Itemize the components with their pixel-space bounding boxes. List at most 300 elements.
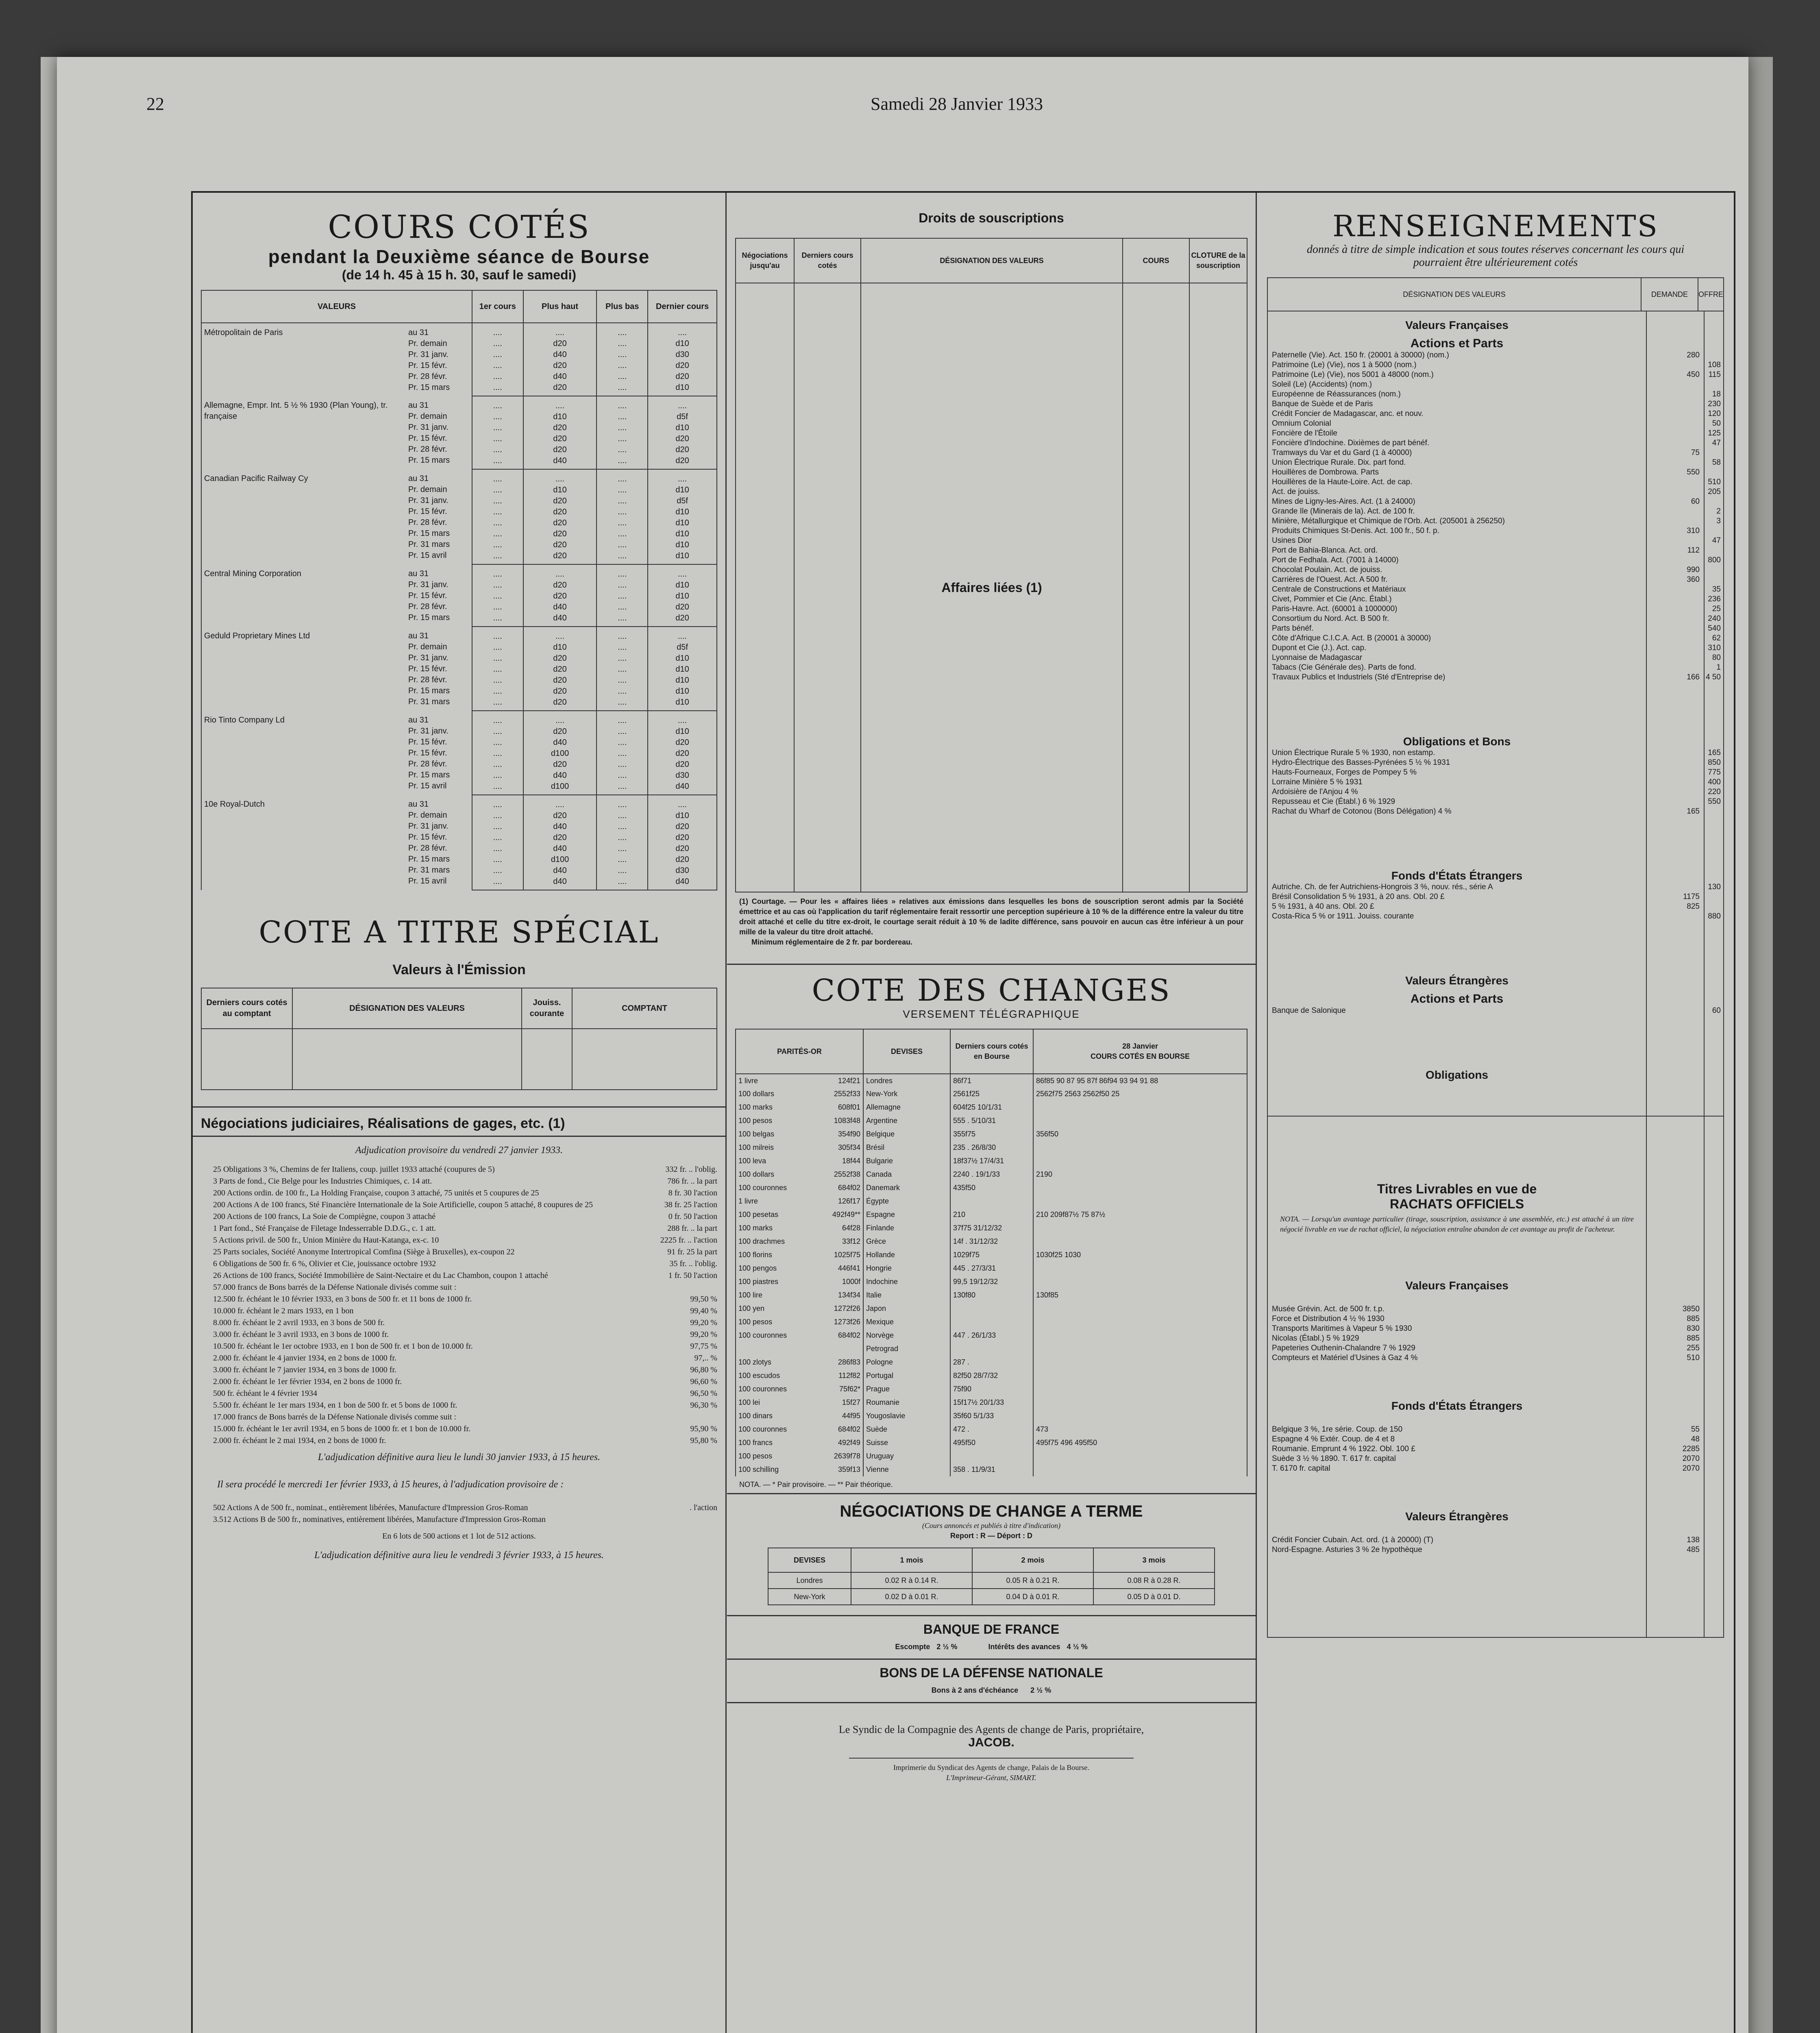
renseignements-subtitle: donnés à titre de simple indication et sous toutes réserves concernant les cours qui pourraient être ultérieurement cotés (1306, 243, 1685, 269)
cell-empty: .... (618, 570, 627, 579)
cell-empty: .... (618, 372, 627, 381)
rachat-designation: Transports Maritimes à Vapeur 5 % 1930 (1272, 1324, 1412, 1333)
rens-designation: Costa-Rica 5 % or 1911. Jouiss. courante (1272, 912, 1414, 921)
negociation-line (201, 1400, 717, 1411)
rens-designation: Tramways du Var et du Gard (1 à 40000) (1272, 448, 1412, 457)
cell-empty: .... (493, 866, 502, 875)
rens-row (1268, 565, 1723, 575)
rens-offre: 115 (1708, 370, 1721, 379)
changes-note: NOTA. — * Pair provisoire. — ** Pair théorique. (739, 1480, 893, 1489)
dernier-cell: d20 (675, 738, 689, 747)
negociation-price: 0 fr. 50 l'action (668, 1212, 717, 1221)
negociation-line (201, 1353, 717, 1364)
rens-offre: 540 (1708, 624, 1721, 633)
cell-empty: .... (493, 716, 502, 725)
plus-haut-cell: d40 (553, 844, 567, 853)
negociation-line (201, 1176, 717, 1187)
plus-haut-cell: .... (555, 328, 565, 337)
negociation-line (201, 1365, 717, 1376)
plus-haut-cell: d20 (553, 496, 567, 505)
plus-haut-cell: d20 (553, 445, 567, 454)
rens-demande (1642, 360, 1702, 370)
rens-demande: 165 (1687, 807, 1700, 816)
valeur-name: Geduld Proprietary Mines Ltd (204, 631, 310, 640)
negociation-text: 2.000 fr. échéant le 4 janvier 1934, en 2 bons de 1000 fr. (213, 1354, 396, 1363)
dernier-cell: d10 (675, 727, 689, 736)
plus-haut-cell: d20 (553, 727, 567, 736)
dernier-cours: 447 . 26/1/33 (950, 1329, 1033, 1342)
rachat-section-title: Valeurs Étrangères (1405, 1510, 1509, 1523)
rens-header-demande: DEMANDE (1641, 278, 1698, 311)
devise-name: Suisse (863, 1436, 950, 1450)
changes-row (736, 1423, 1247, 1436)
rens-demande (1642, 912, 1702, 921)
escompte-label: Escompte (895, 1643, 930, 1651)
term-label: Pr. 28 févr. (408, 760, 447, 768)
cell-empty: .... (493, 811, 502, 820)
rens-offre: 62 (1712, 634, 1721, 642)
cours-cotes: 2562f75 2563 2562f50 25 (1033, 1087, 1247, 1101)
rens-designation: Hydro-Électrique des Basses-Pyrénées 5 ½ % 1931 (1272, 758, 1450, 767)
rens-demande (1642, 748, 1702, 758)
terme-cell: 0.08 R à 0.28 R. (1093, 1572, 1215, 1589)
rens-offre: 130 (1708, 883, 1721, 891)
cell-empty: .... (493, 496, 502, 505)
dernier-cell: d5f (677, 496, 688, 505)
rens-offre: 236 (1708, 595, 1721, 603)
plus-haut-cell: d10 (553, 643, 567, 652)
changes-row (736, 1356, 1247, 1369)
cell-empty: .... (493, 529, 502, 538)
changes-row (736, 1208, 1247, 1221)
changes-row (736, 1436, 1247, 1450)
plus-haut-cell: d40 (553, 771, 567, 780)
plus-haut-cell: d20 (553, 581, 567, 590)
term-label: Pr. 28 févr. (408, 675, 447, 684)
terme-subtitle: (Cours annoncés et publiés à titre d'indication) (922, 1521, 1061, 1530)
rens-row (1268, 360, 1723, 370)
adjudication-provisoire-2: Il sera procédé le mercredi 1er février 1933, à 15 heures, à l'adjudication provisoire de : (217, 1479, 564, 1490)
rachat-designation: Nicolas (Établ.) 5 % 1929 (1272, 1334, 1359, 1343)
negociations-title: Négociations judiciaires, Réalisations de gages, etc. (1) (201, 1116, 565, 1131)
cours-cotes-subtitle: pendant la Deuxième séance de Bourse (268, 246, 650, 267)
devise-name: Danemark (863, 1181, 950, 1195)
rens-row (1268, 380, 1723, 390)
terme-header-3mois: 3 mois (1093, 1548, 1215, 1572)
parite-unit: 100 milreis (738, 1143, 774, 1151)
lots-line: En 6 lots de 500 actions et 1 lot de 512 actions. (382, 1532, 536, 1541)
bons-defense-row (727, 1685, 1256, 1696)
rens-demande: 1175 (1683, 892, 1700, 901)
cours-cotes-subtitle2: (de 14 h. 45 à 15 h. 30, sauf le samedi) (342, 268, 577, 282)
term-label: au 31 (408, 569, 429, 578)
cell-empty: .... (618, 551, 627, 560)
parite-value: 1000f (842, 1278, 860, 1286)
cell-empty: .... (618, 507, 627, 516)
negociation-price: 97,75 % (690, 1342, 717, 1351)
parite-value: 684f02 (838, 1184, 860, 1192)
interets-value: 4 ½ % (1067, 1643, 1088, 1651)
rens-designation: Brésil Consolidation 5 % 1931, à 20 ans. Obl. 20 £ (1272, 892, 1445, 901)
cell-empty: .... (493, 676, 502, 685)
droits-header-designation: DÉSIGNATION DES VALEURS (861, 238, 1123, 283)
terme-cell: 0.04 D à 0.01 R. (972, 1589, 1093, 1605)
terme-cell: Londres (768, 1572, 851, 1589)
dernier-cours: 37f75 31/12/32 (950, 1221, 1033, 1235)
cours-group-row (201, 469, 717, 564)
changes-row (736, 1101, 1247, 1114)
rachat-designation: Espagne 4 % Extér. Coup. de 4 et 8 (1272, 1435, 1395, 1443)
negociation-line (201, 1424, 717, 1434)
term-label: au 31 (408, 474, 429, 483)
dernier-cell: d30 (675, 350, 689, 359)
dernier-cell: d10 (675, 518, 689, 527)
rachat-row (1268, 1464, 1723, 1474)
cours-cotes: 495f75 496 495f50 (1033, 1436, 1247, 1450)
plus-haut-cell: d40 (553, 866, 567, 875)
bons-defense-label: Bons à 2 ans d'échéance (931, 1686, 1019, 1694)
negociation-text: 5.500 fr. échéant le 1er mars 1934, en 1 bon de 500 fr. et 5 bons de 1000 fr. (213, 1401, 457, 1410)
cours-cotes: 2190 (1033, 1168, 1247, 1181)
dernier-cell: .... (677, 328, 687, 337)
parite-value: 18f44 (842, 1157, 860, 1165)
negociation-text: 57.000 francs de Bons barrés de la Défense Nationale divisés comme suit : (213, 1283, 457, 1292)
negociation-text: 3.512 Actions B de 500 fr., nominatives, entièrement libérées, Manufacture d'Impression Gros-Roman (213, 1515, 546, 1524)
rens-designation: Port de Fedhala. Act. (7001 à 14000) (1272, 556, 1399, 564)
plus-haut-cell: d40 (553, 456, 567, 465)
rachat-value: 48 (1691, 1435, 1700, 1443)
cell-empty: .... (493, 738, 502, 747)
negociations-lines (201, 1164, 717, 1446)
plus-haut-cell: d20 (553, 540, 567, 549)
rens-offre: 50 (1712, 419, 1721, 428)
cell-empty: .... (493, 614, 502, 623)
rens-offre (1702, 565, 1723, 575)
rens-designation: Foncière de l'Étoile (1272, 429, 1337, 438)
cell-empty: .... (493, 592, 502, 601)
rens-section-title: Obligations (1426, 1069, 1488, 1081)
term-label: Pr. 31 janv. (408, 653, 448, 662)
rens-designation: Consortium du Nord. Act. B 500 fr. (1272, 614, 1389, 623)
parite-value: 492f49 (838, 1439, 860, 1447)
rens-row (1268, 370, 1723, 380)
dernier-cell: d10 (675, 529, 689, 538)
rens-offre: 80 (1712, 653, 1721, 662)
rachat-value: 138 (1687, 1536, 1700, 1544)
col-header-dernier: Dernier cours (648, 290, 717, 323)
rens-designation: Usines Dior (1272, 536, 1312, 545)
rachat-designation: Crédit Foncier Cubain. Act. ord. (1 à 20000) (T) (1272, 1536, 1434, 1544)
rens-demande (1642, 643, 1702, 653)
rens-row (1268, 390, 1723, 399)
dernier-cours: 130f80 (950, 1289, 1033, 1302)
negociation-line (201, 1258, 717, 1269)
devise-name: Brésil (863, 1141, 950, 1154)
terme-header-2mois: 2 mois (972, 1548, 1093, 1572)
rens-row (1268, 912, 1723, 921)
parite-unit: 1 livre (738, 1197, 758, 1205)
column-middle (727, 193, 1257, 2033)
term-label: Pr. 15 mars (408, 383, 450, 392)
dernier-cell: d30 (675, 771, 689, 780)
rachats-title2: RACHATS OFFICIELS (1389, 1197, 1524, 1211)
rens-designation: Act. de jouiss. (1272, 488, 1320, 496)
rens-row (1268, 594, 1723, 604)
term-label: Pr. 15 mars (408, 456, 450, 465)
rens-row (1268, 604, 1723, 614)
parite-value: 2552f33 (834, 1090, 860, 1098)
negociation-text: 200 Actions de 100 francs, La Soie de Compiègne, coupon 3 attaché (213, 1212, 436, 1221)
rens-designation: Rachat du Wharf de Cotonou (Bons Délégation) 4 % (1272, 807, 1452, 816)
parite-value: 608f01 (838, 1103, 860, 1111)
rens-offre: 880 (1708, 912, 1721, 921)
negociation-price (648, 1514, 717, 1525)
dernier-cours: 18f37½ 17/4/31 (950, 1154, 1033, 1168)
cell-empty: .... (493, 782, 502, 791)
rens-designation: Banque de Salonique (1272, 1006, 1346, 1015)
plus-haut-cell: d20 (553, 676, 567, 685)
changes-header-cours: COURS COTÉS EN BOURSE (1090, 1052, 1190, 1060)
rens-designation: Soleil (Le) (Accidents) (nom.) (1272, 380, 1372, 389)
cell-empty: .... (493, 518, 502, 527)
negociations-lines-2 (201, 1502, 717, 1525)
negociation-text: 3 Parts de fond., Cie Belge pour les Industries Chimiques, c. 14 att. (213, 1177, 432, 1186)
rens-demande (1642, 507, 1702, 516)
rens-offre: 4 50 (1706, 673, 1721, 681)
rens-designation: 5 % 1931, à 40 ans. Obl. 20 £ (1272, 902, 1374, 911)
cell-empty: .... (618, 698, 627, 707)
rens-designation: Foncière d'Indochine. Dixièmes de part bénéf. (1272, 439, 1430, 447)
terme-cell: 0.02 R à 0.14 R. (851, 1572, 972, 1589)
column-right (1257, 193, 1734, 2033)
rens-offre: 775 (1708, 768, 1721, 777)
dernier-cell: d10 (675, 383, 689, 392)
col-header-plus-bas: Plus bas (597, 290, 648, 323)
negociation-line (201, 1211, 717, 1222)
devise-name: Finlande (863, 1221, 950, 1235)
rachat-value: 255 (1687, 1344, 1700, 1352)
cours-cotes (1033, 1154, 1247, 1168)
parite-value: 134f34 (838, 1291, 860, 1299)
changes-row (736, 1289, 1247, 1302)
plus-haut-cell: d40 (553, 372, 567, 381)
cell-empty: .... (493, 698, 502, 707)
dernier-cours (950, 1302, 1033, 1315)
devise-name: Prague (863, 1382, 950, 1396)
parite-value: 305f34 (838, 1143, 860, 1151)
negociation-line (201, 1412, 717, 1423)
devise-name: New-York (863, 1087, 950, 1101)
rens-offre: 3 (1716, 517, 1721, 525)
parite-value: 2552f38 (834, 1170, 860, 1178)
cell-empty: .... (493, 401, 502, 410)
plus-haut-cell: d20 (553, 339, 567, 348)
rens-offre (1702, 546, 1723, 555)
cell-empty: .... (618, 811, 627, 820)
negociation-line (201, 1514, 717, 1525)
rens-row (1268, 409, 1723, 419)
rens-designation: Union Électrique Rurale. Dix. part fond. (1272, 458, 1406, 467)
term-label: au 31 (408, 800, 429, 809)
rens-row (1268, 758, 1723, 768)
rens-demande (1642, 594, 1702, 604)
changes-row (736, 1262, 1247, 1275)
cours-cotes (1033, 1302, 1247, 1315)
term-label: Pr. 28 févr. (408, 445, 447, 454)
term-label: Pr. 15 mars (408, 771, 450, 779)
negociation-price: 96,60 % (690, 1377, 717, 1386)
negociation-text: 3.000 fr. échéant le 3 avril 1933, en 3 bons de 1000 fr. (213, 1330, 389, 1339)
negociation-line (201, 1247, 717, 1258)
rens-demande (1642, 458, 1702, 468)
affaires-liees: Affaires liées (1) (861, 283, 1123, 892)
cell-empty: .... (618, 456, 627, 465)
parite-unit: 100 drachmes (738, 1237, 785, 1245)
parite-value: 1025f75 (834, 1251, 860, 1259)
col-header-plus-haut: Plus haut (523, 290, 597, 323)
rens-offre: 230 (1708, 400, 1721, 408)
cell-empty: .... (493, 771, 502, 780)
changes-header-derniers: Derniers cours cotés en Bourse (950, 1029, 1033, 1074)
cours-cotes (1033, 1409, 1247, 1423)
rachats-table (1267, 1117, 1724, 1638)
rens-designation: Minière, Métallurgique et Chimique de l'Orb. Act. (205001 à 256250) (1272, 517, 1505, 525)
rens-demande: 550 (1687, 468, 1700, 477)
plus-haut-cell: d20 (553, 434, 567, 443)
devise-name: Yougoslavie (863, 1409, 950, 1423)
rens-row (1268, 458, 1723, 468)
cours-cotes (1033, 1450, 1247, 1463)
rens-demande (1642, 555, 1702, 565)
devise-name: Mexique (863, 1315, 950, 1329)
parite-unit: 100 lire (738, 1291, 763, 1299)
cell-empty: .... (493, 570, 502, 579)
parite-value: 684f02 (838, 1331, 860, 1339)
rens-row (1268, 516, 1723, 526)
rens-demande: 990 (1687, 566, 1700, 574)
rens-demande (1642, 768, 1702, 777)
dernier-cell: .... (677, 800, 687, 809)
adjudication-provisoire: Adjudication provisoire du vendredi 27 janvier 1933. (355, 1145, 563, 1156)
changes-row (736, 1128, 1247, 1141)
cell-empty: .... (618, 782, 627, 791)
changes-row (736, 1168, 1247, 1181)
cours-cotes (1033, 1262, 1247, 1275)
devise-name: Hollande (863, 1248, 950, 1262)
dernier-cell: d10 (675, 581, 689, 590)
cell-empty: .... (618, 581, 627, 590)
rens-offre (1702, 448, 1723, 458)
cell-empty: .... (493, 833, 502, 842)
cours-cotes: 356f50 (1033, 1128, 1247, 1141)
plus-haut-cell: .... (555, 475, 565, 483)
devise-name: Roumanie (863, 1396, 950, 1409)
cours-cotes-table (201, 290, 717, 890)
negociation-text: 5 Actions privil. de 500 fr., Union Minière du Haut-Katanga, ex-c. 10 (213, 1236, 439, 1245)
cours-cotes (1033, 1396, 1247, 1409)
droits-header-cloture: CLOTURE de la souscription (1189, 238, 1247, 283)
rens-designation: Tabacs (Cie Générale des). Parts de fond. (1272, 663, 1416, 672)
dernier-cell: d20 (675, 603, 689, 612)
negociation-line (201, 1435, 717, 1446)
parite-value: 1083f48 (834, 1117, 860, 1125)
rens-demande (1642, 614, 1702, 624)
rens-designation: Paternelle (Vie). Act. 150 fr. (20001 à 30000) (nom.) (1272, 351, 1449, 359)
changes-row (736, 1141, 1247, 1154)
rens-row (1268, 507, 1723, 516)
dernier-cell: d10 (675, 811, 689, 820)
negociation-price: 91 fr. 25 la part (667, 1247, 717, 1256)
dernier-cours: 287 . (950, 1356, 1033, 1369)
rachat-designation: Belgique 3 %, 1re série. Coup. de 150 (1272, 1425, 1403, 1434)
rens-row (1268, 614, 1723, 624)
cell-empty: .... (618, 727, 627, 736)
rens-designation: Patrimoine (Le) (Vie), nos 5001 à 48000 (nom.) (1272, 370, 1434, 379)
parite-unit: 100 lei (738, 1398, 760, 1406)
negociation-text: 502 Actions A de 500 fr., nominat., entièrement libérées, Manufacture d'Impression Gros-Roman (213, 1503, 528, 1512)
cell-empty: .... (618, 771, 627, 780)
cell-empty: .... (618, 643, 627, 652)
cell-empty: .... (493, 603, 502, 612)
dernier-cours: 555 . 5/10/31 (950, 1114, 1033, 1128)
cell-empty: .... (493, 383, 502, 392)
plus-haut-cell: d10 (553, 412, 567, 421)
cell-empty: .... (618, 592, 627, 601)
negociation-text: 1 Part fond., Sté Française de Filetage Indesserrable D.D.G., c. 1 att. (213, 1224, 436, 1233)
rachats-header (1268, 1182, 1646, 1237)
rens-offre: 220 (1708, 788, 1721, 796)
negociation-text: 17.000 francs de Bons barrés de la Défense Nationale divisés comme suit : (213, 1413, 457, 1421)
rens-designation: Union Électrique Rurale 5 % 1930, non estamp. (1272, 749, 1435, 757)
rens-designation: Côte d'Afrique C.I.C.A. Act. B (20001 à 30000) (1272, 634, 1431, 642)
rens-offre: 120 (1708, 409, 1721, 418)
renseignements-body (1268, 319, 1723, 1082)
rachat-designation: Suède 3 ½ % 1890. T. 617 fr. capital (1272, 1454, 1396, 1463)
negociation-price: 95,80 % (690, 1436, 717, 1445)
rens-section-title: Fonds d'États Étrangers (1391, 869, 1523, 882)
cours-group-row (201, 711, 717, 795)
devise-name: Petrograd (863, 1342, 950, 1356)
rens-offre: 1 (1716, 663, 1721, 672)
rens-offre (1702, 380, 1723, 390)
parite-value: 15f27 (842, 1398, 860, 1406)
terme-header-devises: DEVISES (768, 1548, 851, 1572)
term-label: Pr. 15 févr. (408, 664, 447, 673)
dernier-cours (950, 1342, 1033, 1356)
plus-haut-cell: d100 (551, 749, 569, 758)
renseignements-table (1267, 277, 1724, 1117)
droits-header-derniers: Derniers cours cotés (794, 238, 861, 283)
rens-section-sub: Actions et Parts (1410, 337, 1504, 350)
cell-empty: .... (618, 423, 627, 432)
dernier-cell: d5f (677, 412, 688, 421)
devise-name: Portugal (863, 1369, 950, 1382)
dernier-cell: .... (677, 716, 687, 725)
rens-row (1268, 663, 1723, 673)
rachat-row (1268, 1545, 1723, 1555)
rachat-value: 2285 (1682, 1445, 1700, 1453)
rens-row (1268, 787, 1723, 797)
rens-demande: 60 (1691, 497, 1700, 506)
rens-demande (1642, 633, 1702, 643)
dernier-cours: 99,5 19/12/32 (950, 1275, 1033, 1289)
dernier-cell: d20 (675, 361, 689, 370)
cell-empty: .... (618, 822, 627, 831)
rens-demande (1642, 516, 1702, 526)
cours-group-row (201, 323, 717, 396)
page-number: 22 (146, 94, 164, 114)
cell-empty: .... (618, 665, 627, 674)
